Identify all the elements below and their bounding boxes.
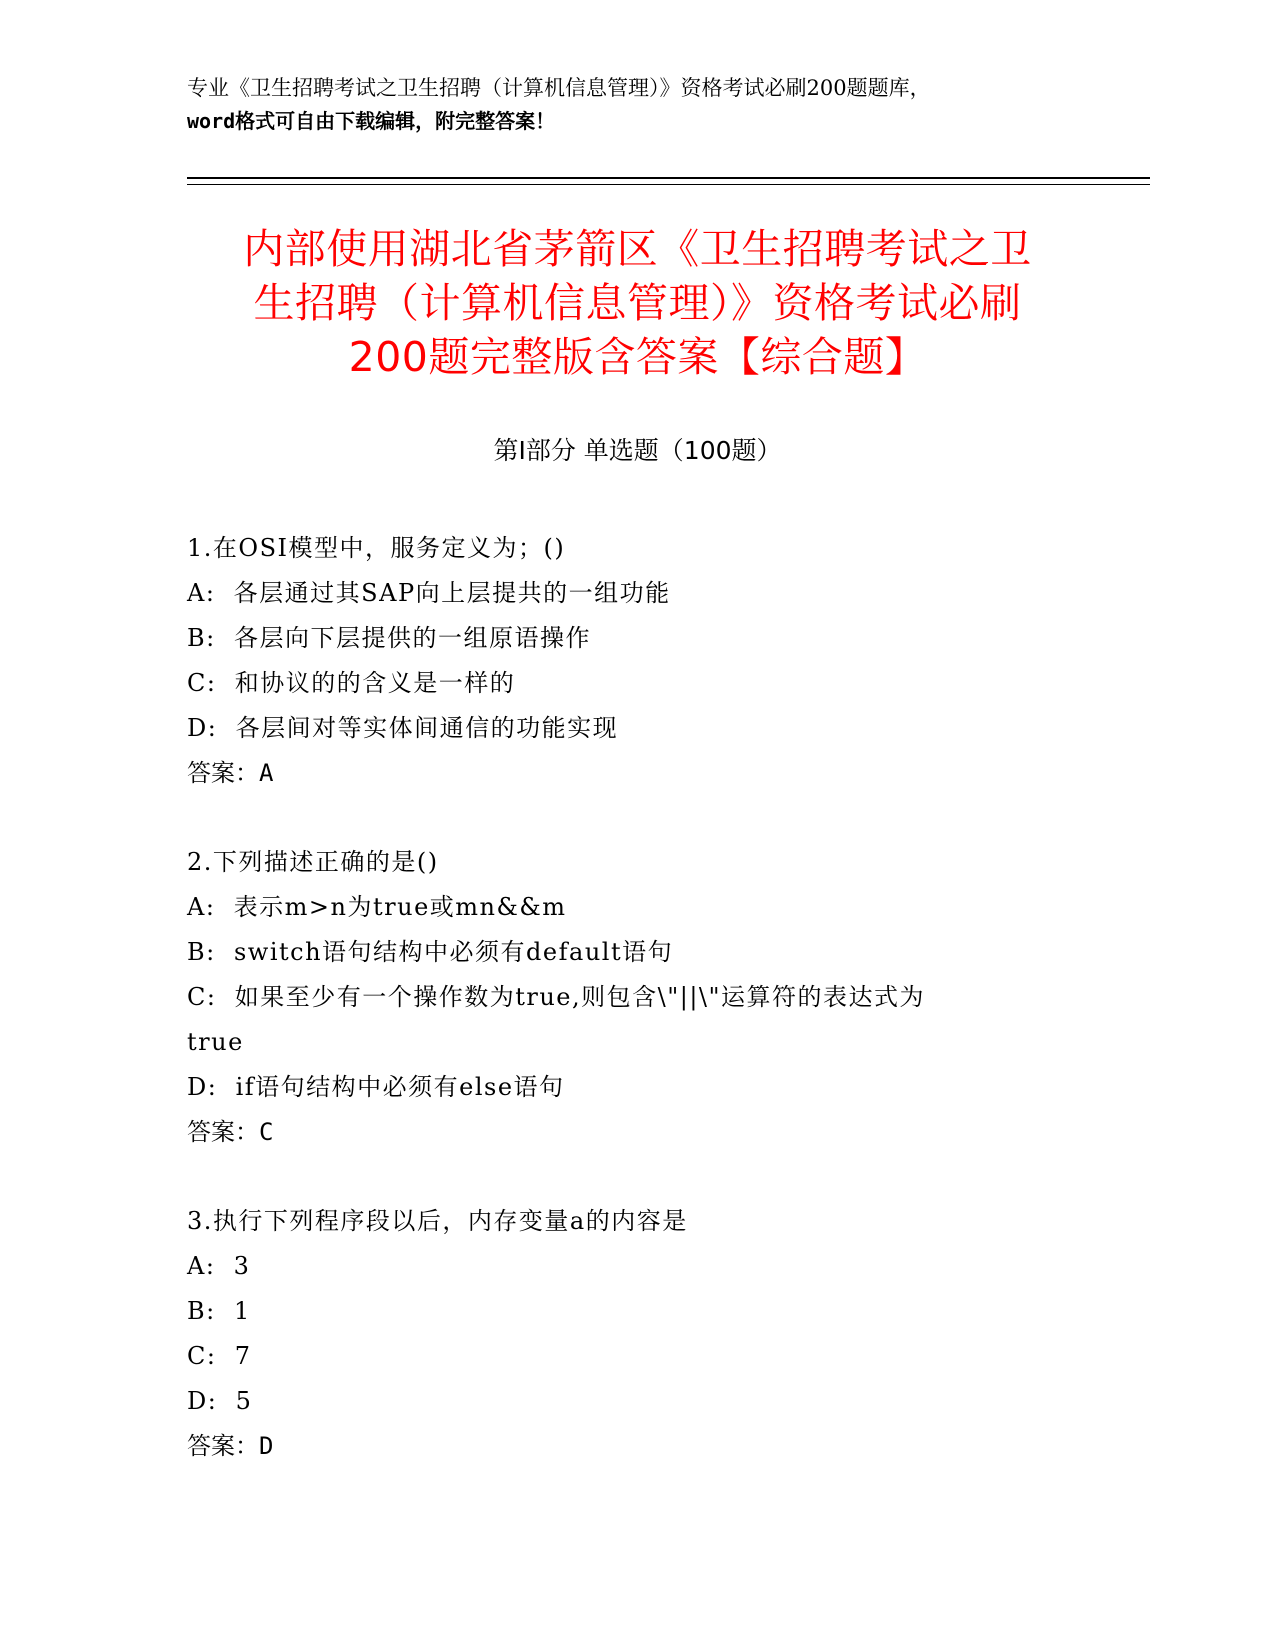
question-stem: 1.在OSI模型中，服务定义为；(): [187, 534, 566, 562]
option-d: D: 5: [187, 1387, 253, 1415]
question-2: [187, 840, 1087, 1155]
document-title: [170, 222, 1105, 384]
header-note: [187, 72, 1087, 138]
header-divider-thin: [187, 184, 1150, 185]
option-d: D: 各层间对等实体间通信的功能实现: [187, 714, 619, 742]
answer-value: C: [259, 1118, 274, 1146]
answer-line: [187, 751, 1087, 796]
option-c-continued: true: [187, 1028, 244, 1056]
question-list: [187, 526, 1087, 1513]
option-a: A: 表示m>n为true或mn&&m: [187, 893, 567, 921]
document-title-line-1: 内部使用湖北省茅箭区《卫生招聘考试之卫: [243, 225, 1032, 273]
option-b: B: 1: [187, 1297, 251, 1325]
option-a: A: 各层通过其SAP向上层提共的一组功能: [187, 579, 671, 607]
question-stem: 2.下列描述正确的是(): [187, 848, 439, 876]
answer-label: 答案：: [187, 1118, 259, 1146]
answer-line: [187, 1110, 1087, 1155]
header-note-line-2: word格式可自由下载编辑，附完整答案！: [187, 109, 556, 133]
document-title-line-3: 200题完整版含答案【综合题】: [348, 333, 927, 381]
option-c: C: 和协议的的含义是一样的: [187, 669, 516, 697]
question-1: [187, 526, 1087, 796]
option-c: C: 如果至少有一个操作数为true,则包含\"||\"运算符的表达式为: [187, 983, 926, 1011]
option-a: A: 3: [187, 1252, 251, 1280]
header-divider-thick: [187, 177, 1150, 179]
answer-label: 答案：: [187, 1432, 259, 1460]
answer-line: [187, 1424, 1087, 1469]
answer-value: A: [259, 759, 274, 787]
header-note-line-1: 专业《卫生招聘考试之卫生招聘（计算机信息管理）》资格考试必刷200题题库，: [187, 76, 931, 100]
option-c: C: 7: [187, 1342, 252, 1370]
question-3: [187, 1199, 1087, 1469]
option-b: B: 各层向下层提供的一组原语操作: [187, 624, 591, 652]
question-stem: 3.执行下列程序段以后，内存变量a的内容是: [187, 1207, 688, 1235]
section-title: 第Ⅰ部分 单选题（100题）: [493, 436, 782, 465]
option-d: D: if语句结构中必须有else语句: [187, 1073, 565, 1101]
document-title-line-2: 生招聘（计算机信息管理）》资格考试必刷: [253, 279, 1022, 327]
answer-value: D: [259, 1432, 274, 1460]
answer-label: 答案：: [187, 759, 259, 787]
option-b: B: switch语句结构中必须有default语句: [187, 938, 674, 966]
